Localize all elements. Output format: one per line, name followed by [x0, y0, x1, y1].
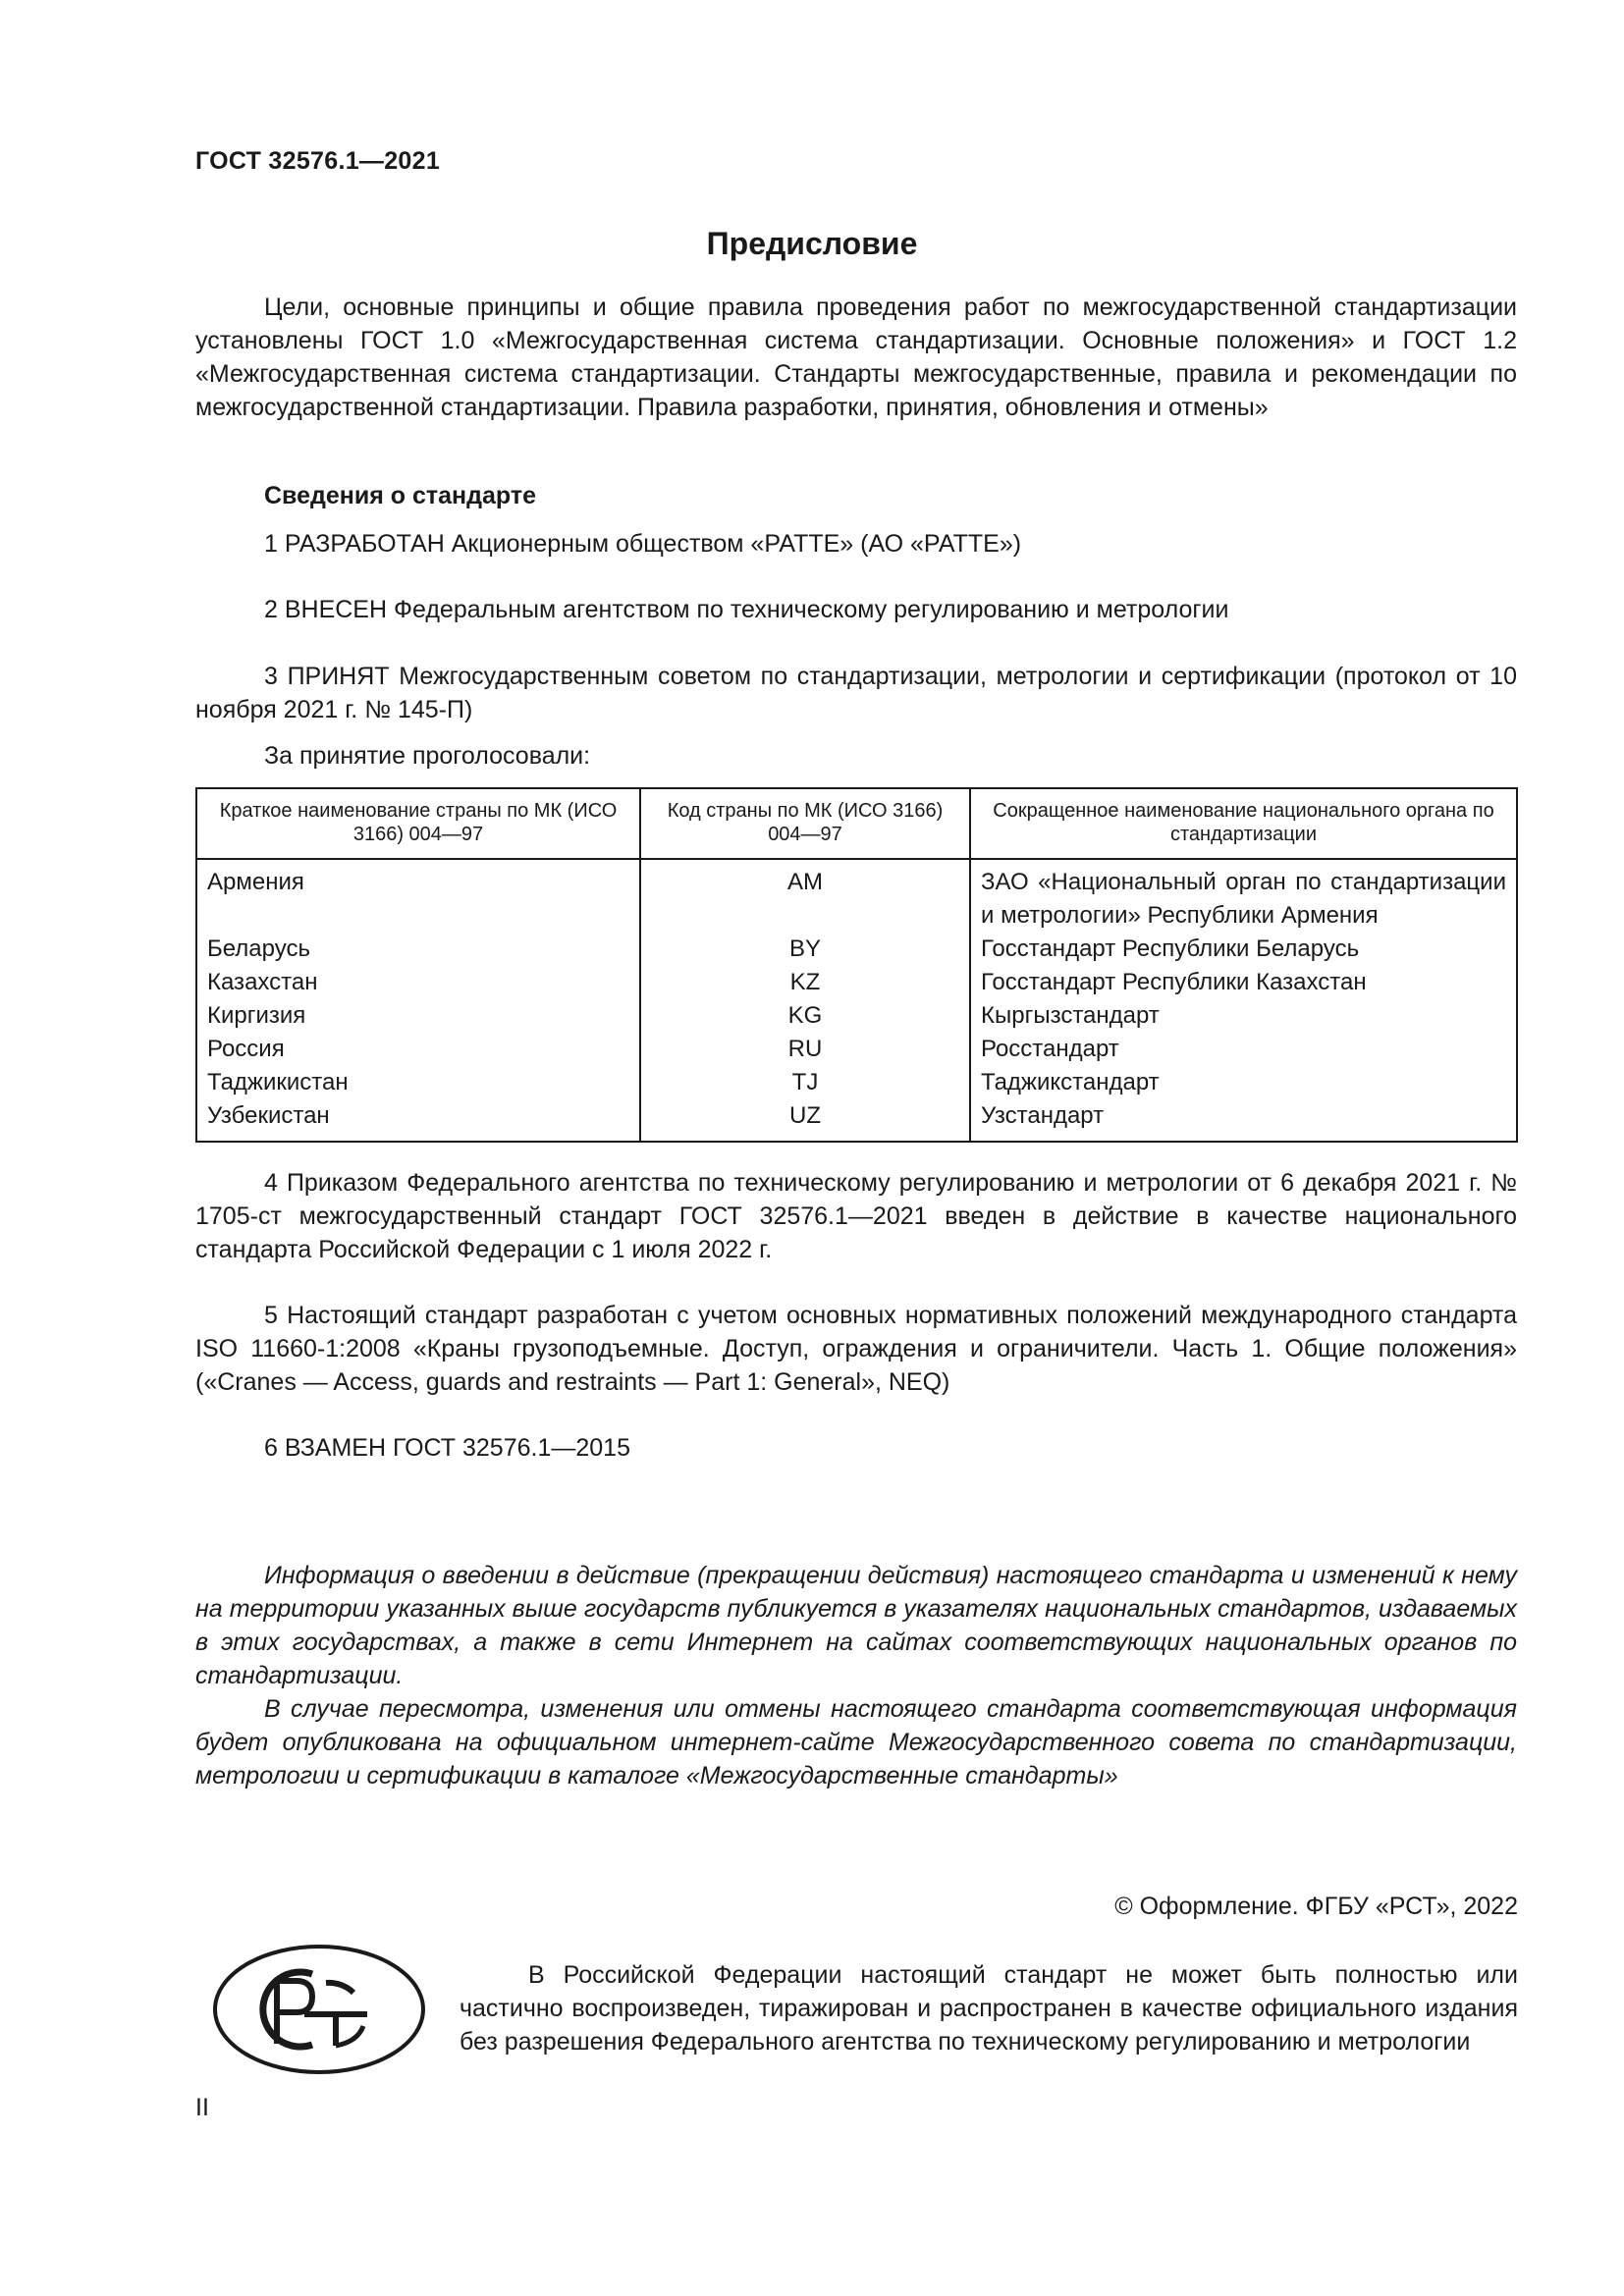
table-row [196, 999, 1517, 1033]
page-number: II [195, 2094, 209, 2121]
section-heading: Сведения о стандарте [264, 482, 537, 509]
cell-body: Узстандарт [970, 1099, 1517, 1142]
header-code: Код страны по МК (ИСО 3166) 004—97 [640, 788, 970, 859]
header-country: Краткое наименование страны по МК (ИСО 3166) 004—97 [196, 788, 640, 859]
cell-body: Кыргызстандарт [970, 999, 1517, 1033]
table-row [196, 966, 1517, 999]
item-1: 1 РАЗРАБОТАН Акционерным обществом «РАТТЕ» (АО «РАТТЕ») [264, 530, 1022, 558]
cell-body: Госстандарт Республики Казахстан [970, 966, 1517, 999]
item-5: 5 Настоящий стандарт разработан с учетом основных нормативных положений международного стандарта ISO 11660-1:2008 «Краны грузоподъемные. Доступ, ограждения и ограничители. Часть 1. Общие положения» («Cranes — Access, guards and restraints — Part 1: General», NEQ) [195, 1302, 1517, 1396]
table-row [196, 859, 1517, 933]
intro-paragraph: Цели, основные принципы и общие правила проведения работ по межгосударственной стандартизации установлены ГОСТ 1.0 «Межгосударственная система стандартизации. Основные положения» и ГОСТ 1.2 «Межгосударственная система стандартизации. Стандарты межгосударственные, правила и рекомендации по межгосударственной стандартизации. Правила разработки, принятия, обновления и отмены» [195, 294, 1517, 421]
item-6: 6 ВЗАМЕН ГОСТ 32576.1—2015 [264, 1434, 630, 1462]
rights-notice-text: В Российской Федерации настоящий стандарт не может быть полностью или частично воспроизведен, тиражирован и распространен в качестве официального издания без разрешения Федерального агентства по техническому регулированию и метрологии [460, 1961, 1518, 2056]
item-2: 2 ВНЕСЕН Федеральным агентством по техническому регулированию и метрологии [264, 596, 1229, 623]
voting-table [195, 787, 1518, 1143]
table-row [196, 1033, 1517, 1066]
cell-country: Армения [196, 859, 640, 933]
item-4: 4 Приказом Федерального агентства по техническому регулированию и метрологии от 6 декабря 2021 г. № 1705-ст межгосударственный стандарт ГОСТ 32576.1—2021 введен в действие в качестве национального стандарта Российской Федерации с 1 июля 2022 г. [195, 1169, 1517, 1263]
table-row [196, 933, 1517, 966]
cell-body: ЗАО «Национальный орган по стандартизации и метрологии» Республики Армения [970, 859, 1517, 933]
cell-code: AM [640, 859, 970, 933]
info-notice-2: В случае пересмотра, изменения или отмены настоящего стандарта соответствующая информация будет опубликована на официальном интернет-сайте Межгосударственного совета по стандартизации, метрологии и сертификации в каталоге «Межгосударственные стандарты» [195, 1695, 1517, 1789]
cell-code: BY [640, 933, 970, 966]
info-notice-1: Информация о введении в действие (прекращении действия) настоящего стандарта и изменений к нему на территории указанных выше государств публикуется в указателях национальных стандартов, издаваемых в этих государствах, а также в сети Интернет на сайтах соответствующих национальных органов по стандартизации. [195, 1562, 1517, 1689]
table-row [196, 1066, 1517, 1099]
cell-code: TJ [640, 1066, 970, 1099]
cell-code: KG [640, 999, 970, 1033]
cell-country: Узбекистан [196, 1099, 640, 1142]
header-body: Сокращенное наименование национального органа по стандартизации [970, 788, 1517, 859]
cell-country: Россия [196, 1033, 640, 1066]
cell-body: Росстандарт [970, 1033, 1517, 1066]
cell-code: UZ [640, 1099, 970, 1142]
voted-label: За принятие проголосовали: [264, 742, 591, 770]
cell-country: Казахстан [196, 966, 640, 999]
table-header-row [196, 788, 1517, 859]
cell-country: Беларусь [196, 933, 640, 966]
cell-code: KZ [640, 966, 970, 999]
table-row [196, 1099, 1517, 1142]
copyright-notice: © Оформление. ФГБУ «РСТ», 2022 [1114, 1893, 1518, 1920]
cell-code: RU [640, 1033, 970, 1066]
cell-body: Госстандарт Республики Беларусь [970, 933, 1517, 966]
cell-country: Таджикистан [196, 1066, 640, 1099]
item-3: 3 ПРИНЯТ Межгосударственным советом по стандартизации, метрологии и сертификации (протокол от 10 ноября 2021 г. № 145-П) [195, 663, 1517, 723]
doc-number-header: ГОСТ 32576.1—2021 [195, 147, 441, 175]
page-title: Предисловие [706, 226, 918, 261]
cell-country: Киргизия [196, 999, 640, 1033]
rst-logo-icon [210, 1942, 428, 2077]
rights-notice [460, 1958, 1518, 2058]
cell-body: Таджикстандарт [970, 1066, 1517, 1099]
